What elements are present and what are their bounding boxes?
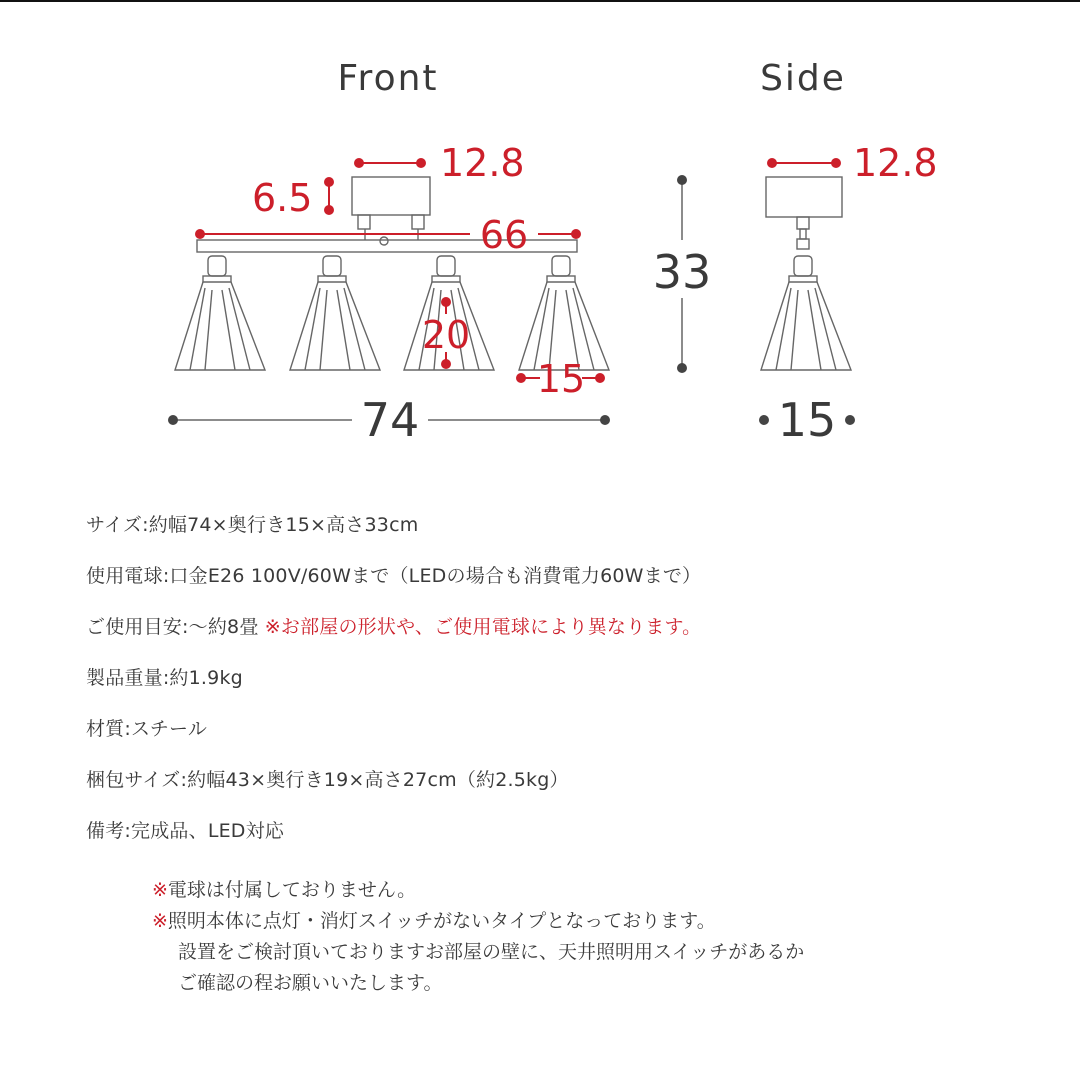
spec-value: 約1.9kg	[169, 667, 243, 689]
front-dim-base-width-label: 12.8	[440, 141, 525, 185]
note-no-switch	[152, 906, 804, 937]
dimension-diagram	[0, 0, 1080, 470]
spec-label: ご使用目安	[86, 616, 183, 638]
side-lamp-drawing	[761, 177, 851, 370]
front-dim-base-height-label: 6.5	[252, 176, 313, 220]
front-dim-shade-width-label: 15	[536, 357, 586, 401]
note-text: 電球は付属しておりません。	[167, 879, 417, 901]
side-dim-depth-label: 15	[777, 393, 837, 447]
note-text: ご確認の程お願いいたします。	[178, 972, 443, 994]
front-dim-total-width	[168, 393, 610, 447]
front-shade-4	[519, 256, 609, 370]
note-please-confirm	[152, 968, 804, 999]
front-heading: Front	[337, 58, 439, 99]
note-text: 照明本体に点灯・消灯スイッチがないタイプとなっております。	[167, 910, 716, 932]
note-mark: ※	[152, 910, 168, 932]
spec-row-bulb: 使用電球:口金E26 100V/60Wまで（LEDの場合も消費電力60Wまで）	[86, 565, 702, 587]
front-shade-1	[175, 256, 265, 370]
spec-label: 製品重量	[86, 667, 163, 689]
spec-notice: ※お部屋の形状や、ご使用電球により異なります。	[264, 616, 702, 638]
front-shade-2	[290, 256, 380, 370]
spec-value: 〜約8畳	[188, 616, 265, 638]
spec-row-size: サイズ:約幅74×奥行き15×高さ33cm	[86, 514, 419, 536]
spec-value: スチール	[131, 718, 208, 740]
spec-row-weight: 製品重量:約1.9kg	[86, 667, 243, 689]
note-text: 設置をご検討頂いておりますお部屋の壁に、天井照明用スイッチがあるか	[178, 941, 805, 963]
notes-block	[152, 875, 804, 999]
note-bulb-not-included	[152, 875, 804, 906]
spec-value: 完成品、LED対応	[131, 820, 285, 842]
spec-row-room-size: ご使用目安:〜約8畳 ※お部屋の形状や、ご使用電球により異なります。	[86, 616, 702, 638]
front-dim-arm-width-label: 66	[479, 213, 529, 257]
spec-label: 梱包サイズ	[86, 769, 181, 791]
front-dim-total-width-label: 74	[360, 393, 420, 447]
side-dim-depth	[759, 393, 855, 447]
front-dim-base-height	[252, 176, 334, 220]
side-dim-base-width-label: 12.8	[853, 141, 938, 185]
spec-label: 備考	[86, 820, 125, 842]
side-dim-total-height-label: 33	[652, 245, 712, 299]
front-dim-shade-height-label: 20	[421, 313, 471, 357]
side-heading: Side	[760, 58, 846, 99]
side-dim-total-height	[653, 175, 712, 373]
spec-list	[86, 512, 1046, 869]
note-check-wall-switch	[152, 937, 804, 968]
spec-row-material: 材質:スチール	[86, 718, 208, 740]
spec-label: 使用電球	[86, 565, 163, 587]
note-mark: ※	[152, 879, 168, 901]
spec-row-remarks: 備考:完成品、LED対応	[86, 820, 285, 842]
side-ceiling-base	[766, 177, 842, 217]
front-ceiling-base	[352, 177, 430, 215]
spec-value: 約幅74×奥行き15×高さ33cm	[148, 514, 419, 536]
spec-value: 約幅43×奥行き19×高さ27cm（約2.5kg）	[187, 769, 569, 791]
spec-label: 材質	[86, 718, 125, 740]
spec-row-package-size: 梱包サイズ:約幅43×奥行き19×高さ27cm（約2.5kg）	[86, 769, 569, 791]
spec-value: 口金E26 100V/60Wまで（LEDの場合も消費電力60Wまで）	[169, 565, 702, 587]
spec-label: サイズ	[86, 514, 143, 536]
front-lamp-drawing	[175, 177, 609, 370]
